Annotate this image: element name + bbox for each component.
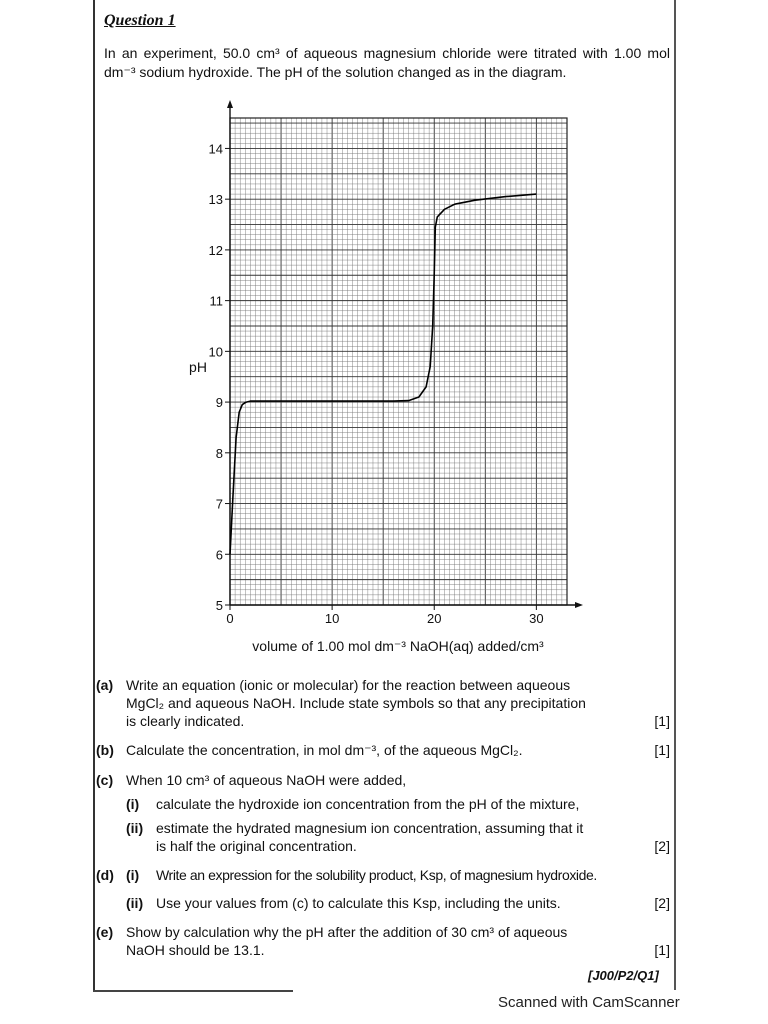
question-e bbox=[96, 923, 672, 963]
question-a-label: (a) bbox=[96, 677, 114, 693]
x-tick-label: 30 bbox=[529, 611, 544, 626]
question-b-label: (b) bbox=[96, 742, 114, 758]
y-axis-label: pH bbox=[189, 359, 207, 375]
y-tick-label: 11 bbox=[209, 293, 223, 309]
x-tick-label: 0 bbox=[226, 611, 234, 626]
chart-axes bbox=[227, 100, 583, 608]
bottom-rule bbox=[93, 990, 293, 992]
x-axis-arrow bbox=[575, 602, 583, 608]
chart-ticks bbox=[209, 141, 544, 626]
question-c-text: When 10 cm³ of aqueous NaOH were added, bbox=[126, 772, 407, 788]
question-d-i-text: Write an expression for the solubility product, Ksp, of magnesium hydroxide. bbox=[156, 867, 597, 883]
question-d-ii-text: Use your values from (c) to calculate this Ksp, including the units. bbox=[156, 895, 561, 911]
question-e-label: (e) bbox=[96, 924, 114, 940]
chart-grid bbox=[230, 118, 567, 605]
question-c bbox=[96, 771, 672, 861]
y-tick-label: 14 bbox=[208, 141, 223, 157]
question-a-line-2: MgCl₂ and aqueous NaOH. Include state symbols so that any precipitation bbox=[126, 695, 586, 711]
y-tick-label: 12 bbox=[208, 242, 223, 258]
y-tick-label: 10 bbox=[208, 344, 223, 360]
question-e-line-1: Show by calculation why the pH after the addition of 30 cm³ of aqueous bbox=[126, 924, 568, 940]
question-a-line-1: Write an equation (ionic or molecular) for the reaction between aqueous bbox=[126, 677, 571, 693]
question-c-i-label: (i) bbox=[126, 796, 140, 812]
question-c-ii-label: (ii) bbox=[126, 820, 144, 836]
scanner-watermark: Scanned with CamScanner bbox=[498, 994, 680, 1011]
x-axis-label: volume of 1.00 mol dm⁻³ NaOH(aq) added/cm³ bbox=[252, 638, 544, 654]
question-c-ii-line-1: estimate the hydrated magnesium ion concentration, assuming that it bbox=[156, 820, 584, 836]
question-a-marks: [1] bbox=[654, 713, 670, 729]
question-c-marks: [2] bbox=[654, 838, 670, 854]
y-tick-label: 8 bbox=[215, 445, 223, 461]
question-c-label: (c) bbox=[96, 772, 114, 788]
question-b-text: Calculate the concentration, in mol dm⁻³, of the aqueous MgCl₂. bbox=[126, 742, 523, 758]
question-e-line-2: NaOH should be 13.1. bbox=[126, 942, 265, 958]
question-d-label: (d) bbox=[96, 867, 114, 883]
y-tick-label: 7 bbox=[215, 496, 223, 512]
question-b bbox=[96, 741, 672, 761]
question-c-i-text: calculate the hydroxide ion concentration from the pH of the mixture, bbox=[156, 796, 580, 812]
question-a-line-3: is clearly indicated. bbox=[126, 713, 245, 729]
y-tick-label: 13 bbox=[208, 192, 223, 208]
y-tick-label: 6 bbox=[215, 547, 223, 563]
question-intro: In an experiment, 50.0 cm³ of aqueous magnesium chloride were titrated with 1.00 mol dm⁻³ sodium hydroxide. The pH of the solution changed as in the diagram. bbox=[104, 45, 670, 80]
question-d bbox=[96, 866, 672, 922]
y-axis-arrow bbox=[227, 100, 233, 108]
question-d-ii-label: (ii) bbox=[126, 895, 144, 911]
question-heading: Question 1 bbox=[104, 12, 176, 29]
question-b-marks: [1] bbox=[654, 742, 670, 758]
y-tick-label: 9 bbox=[215, 395, 223, 411]
question-a bbox=[96, 676, 672, 732]
question-c-ii-line-2: is half the original concentration. bbox=[156, 838, 357, 854]
past-paper-reference: [J00/P2/Q1] bbox=[588, 968, 659, 983]
question-d-i-label: (i) bbox=[126, 867, 140, 883]
x-tick-label: 10 bbox=[324, 611, 340, 626]
question-d-marks: [2] bbox=[654, 895, 670, 911]
x-tick-label: 20 bbox=[427, 611, 442, 626]
y-tick-label: 5 bbox=[215, 598, 223, 613]
question-e-marks: [1] bbox=[654, 942, 670, 958]
